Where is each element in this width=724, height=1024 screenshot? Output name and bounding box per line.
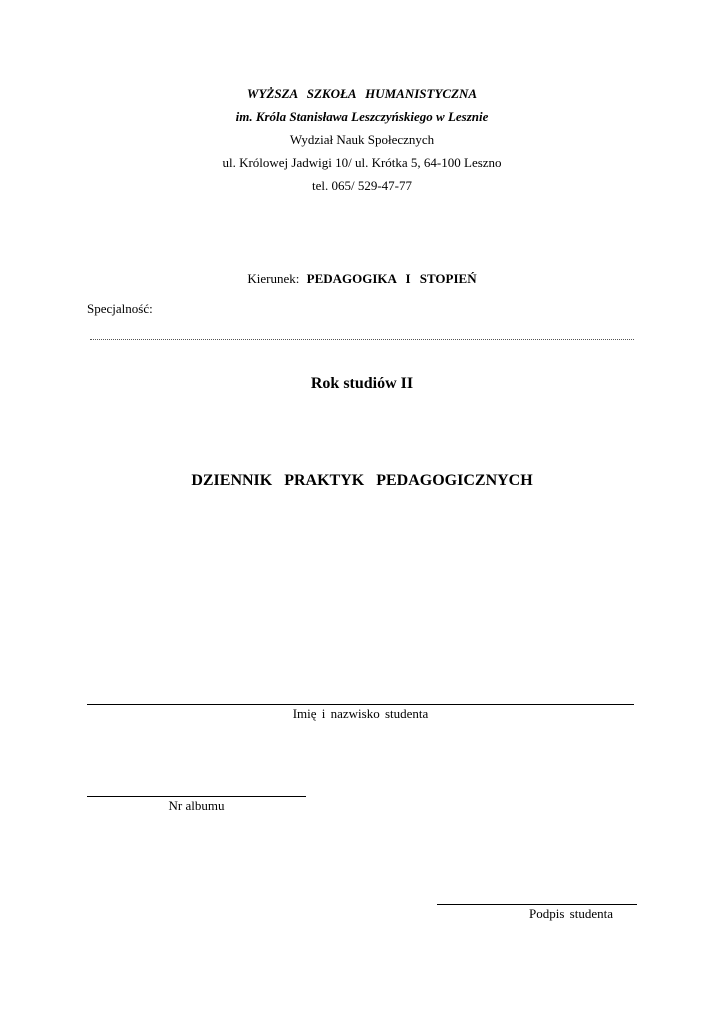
faculty-name: Wydział Nauk Społecznych (289, 132, 435, 147)
school-phone: tel. 065/ 529-47-77 (311, 178, 412, 193)
specialization-label: Specjalność: (87, 301, 153, 316)
album-number-fill-line[interactable] (87, 796, 306, 797)
album-number-label: Nr albumu (168, 798, 225, 813)
journal-title: DZIENNIK PRAKTYK PEDAGOGICZNYCH (191, 472, 533, 489)
student-signature-fill-line[interactable] (437, 904, 637, 905)
school-address: ul. Królowej Jadwigi 10/ ul. Krótka 5, 64-100 Leszno (222, 155, 502, 170)
field-of-study (0, 271, 724, 287)
specialization-fill-line[interactable] (90, 339, 634, 340)
field-value: PEDAGOGIKA I STOPIEŃ (306, 271, 477, 286)
student-name-fill-line[interactable] (87, 704, 634, 705)
school-patron: im. Króla Stanisława Leszczyńskiego w Lesznie (235, 109, 489, 124)
student-name-label: Imię i nazwisko studenta (292, 706, 429, 721)
school-name: WYŻSZA SZKOŁA HUMANISTYCZNA (246, 86, 478, 101)
field-label: Kierunek: (247, 271, 300, 286)
student-signature-label: Podpis studenta (529, 906, 613, 921)
year-of-study-title: Rok studiów II (310, 375, 414, 392)
